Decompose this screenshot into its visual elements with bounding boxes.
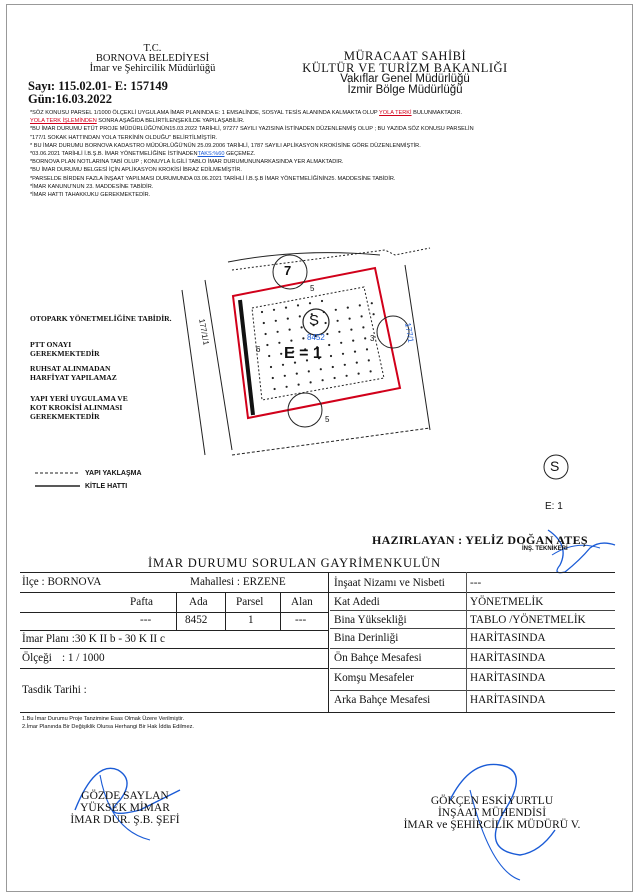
legend-symbol-e: E: 1 xyxy=(545,501,563,512)
map-dot xyxy=(326,333,328,335)
map-dot xyxy=(272,377,274,379)
street-line-right xyxy=(205,280,232,450)
map-dot xyxy=(289,329,291,331)
yapi-line1: YAPI YERİ UYGULAMA VE xyxy=(30,394,128,403)
signer-left-role: İMAR DUR. Ş.B. ŞEFİ xyxy=(70,814,180,826)
map-dot xyxy=(270,366,272,368)
signer-left-name: GÖZDE SAYLAN xyxy=(81,790,169,802)
signer-right-name: GÖKÇEN ESKİYURTLU xyxy=(430,795,554,807)
map-dot xyxy=(320,368,322,370)
map-dot xyxy=(368,359,370,361)
legend-mass-label: KİTLE HATTI xyxy=(85,483,128,490)
map-dot xyxy=(263,322,265,324)
applicant-line2: İzmir Bölge Müdürlüğü xyxy=(347,84,463,96)
map-dot xyxy=(296,373,298,375)
map-dot xyxy=(366,348,368,350)
map-dot xyxy=(309,302,311,304)
parsel-value: 1 xyxy=(248,614,254,626)
col-header-pafta: Pafta xyxy=(130,596,153,608)
ruhsat-line1: RUHSAT ALINMADAN xyxy=(30,364,111,373)
map-dot xyxy=(266,344,268,346)
table-row-border xyxy=(20,630,328,631)
map-dot xyxy=(349,318,351,320)
table-row-border xyxy=(330,668,615,669)
building-zone xyxy=(252,287,384,400)
table-row-border xyxy=(20,592,615,593)
map-dot xyxy=(268,355,270,357)
tc-label: T.C. xyxy=(143,43,162,54)
ilce-value: İlçe : BORNOVA xyxy=(22,576,102,588)
col-header-ada: Ada xyxy=(189,596,208,608)
note-line: *BU İMAR DURUMU ETÜT PROJE MÜDÜRLÜĞÜ'NÜN15.03.2022 TARİHLİ, 97277 SAYILI YAZISINA İSTİNADEN DÜZENLENMİŞ OLUP ; BU YAZIDA SÖZ KONUSU PARSELİN xyxy=(30,126,474,133)
tasdik-tarihi: Tasdik Tarihi : xyxy=(22,684,87,696)
row-label: Kat Adedi xyxy=(334,596,380,608)
yapi-line3: GEREKMEKTEDİR xyxy=(30,412,100,421)
map-dot xyxy=(338,331,340,333)
map-dot xyxy=(275,320,277,322)
row-label: Bina Yüksekliği xyxy=(334,614,407,626)
issue-date: Gün:16.03.2022 xyxy=(28,92,113,106)
map-dot xyxy=(350,329,352,331)
map-dot xyxy=(280,353,282,355)
table-title: İMAR DURUMU SORULAN GAYRİMENKULÜN xyxy=(148,556,441,570)
table-row-border xyxy=(330,610,615,611)
note-line: *PARSELDE BİRDEN FAZLA İNŞAAT YAPILMASI DURUMUNDA 03.06.2021 TARİHLİ İ.B.Ş.B İMAR YÖNETMELİĞİNİN25. MADDESİNE TABİDİR. xyxy=(30,175,396,182)
row-label: İnşaat Nizamı ve Nisbeti xyxy=(334,577,445,589)
row-value: --- xyxy=(470,577,482,589)
table-row-border xyxy=(20,648,328,649)
map-dot xyxy=(364,337,366,339)
table-row-border xyxy=(20,612,328,613)
map-dot xyxy=(330,355,332,357)
imar-plani-value: İmar Planı :30 K II b - 30 K II c xyxy=(22,633,165,645)
olcegi-label: Ölçeği xyxy=(22,652,52,664)
alan-value: --- xyxy=(295,614,307,626)
south-boundary xyxy=(232,428,430,455)
row-value: HARİTASINDA xyxy=(470,694,546,706)
footnotes xyxy=(22,715,194,731)
setback-3-east: 3 xyxy=(370,334,375,343)
table-bottom-border xyxy=(20,712,615,713)
ruhsat-line2: HARFİYAT YAPILAMAZ xyxy=(30,373,117,382)
map-dot xyxy=(370,370,372,372)
municipality-name: BORNOVA BELEDİYESİ xyxy=(95,53,210,64)
map-dot xyxy=(261,311,263,313)
map-dot xyxy=(334,377,336,379)
map-dot xyxy=(332,366,334,368)
note-line: *İMAR KANUNU'NUN 23. MADDESİNE TABİDİR. xyxy=(30,183,154,190)
signer-right-role: İMAR ve ŞEHİRCİLİK MÜDÜRÜ V. xyxy=(403,819,581,831)
north-boundary xyxy=(232,248,430,270)
signature-right xyxy=(372,795,612,831)
map-dot xyxy=(325,322,327,324)
table-row-border xyxy=(330,628,615,629)
pafta-value: --- xyxy=(140,614,152,626)
street-label-177-1: 177/1 xyxy=(403,322,416,344)
setback-5-south: 5 xyxy=(325,415,330,424)
prepared-title: İNŞ. TEKNİKERİ xyxy=(522,546,568,552)
ptt-line1: PTT ONAYI xyxy=(30,340,72,349)
east-boundary xyxy=(405,265,430,430)
row-label: Komşu Mesafeler xyxy=(334,672,414,684)
map-dot xyxy=(362,326,364,328)
yapi-line2: KOT KROKİSİ ALINMASI xyxy=(30,403,123,412)
note-line: "177/1 SOKAK HATTINDAN YOLA TERKİNİN OLDUĞU" BELİRTİLMİŞTİR. xyxy=(30,134,218,141)
map-dot xyxy=(321,300,323,302)
map-dot xyxy=(342,353,344,355)
map-dot xyxy=(373,313,375,315)
street-line-left xyxy=(182,290,205,455)
map-dot xyxy=(290,340,292,342)
table-value-divider xyxy=(466,572,467,712)
table-row-border xyxy=(330,648,615,649)
zone-label-e: E = 1 xyxy=(284,345,322,362)
table-row-border xyxy=(330,690,615,691)
row-label: Ön Bahçe Mesafesi xyxy=(334,652,422,664)
row-value: HARİTASINDA xyxy=(470,632,546,644)
map-dot xyxy=(322,379,324,381)
row-label: Bina Derinliği xyxy=(334,632,399,644)
map-dot xyxy=(371,302,373,304)
row-value: YÖNETMELİK xyxy=(470,596,544,608)
map-dot xyxy=(299,315,301,317)
map-dot xyxy=(352,340,354,342)
map-dot xyxy=(335,309,337,311)
reference-number: Sayı: 115.02.01- E: 157149 xyxy=(28,79,168,93)
map-dot xyxy=(297,304,299,306)
map-dot xyxy=(358,373,360,375)
map-dot xyxy=(282,364,284,366)
setback-5-north: 5 xyxy=(310,284,315,293)
directorate-name: İmar ve Şehircilik Müdürlüğü xyxy=(89,63,216,74)
signer-left-title: YÜKSEK MİMAR xyxy=(80,802,170,814)
footnote-1: 1.Bu İmar Durumu Proje Tanzimine Esas Olmak Üzere Verilmiştir. xyxy=(22,716,185,722)
setback-6-west: 6 xyxy=(256,345,261,354)
map-dot xyxy=(278,342,280,344)
map-dot xyxy=(310,381,312,383)
note-line: YOLA TERK İŞLEMİNDEN SONRA AŞAĞIDA BELİRTİLENŞEKİLDE YAPILAŞABİLİR. xyxy=(30,118,245,125)
mahalle-value: Mahallesi : ERZENE xyxy=(190,576,286,588)
table-row-border xyxy=(20,668,328,669)
applicant-ministry: KÜLTÜR VE TURİZM BAKANLIĞI xyxy=(302,61,508,75)
map-dot xyxy=(328,344,330,346)
table-col-divider xyxy=(280,592,281,630)
row-value: HARİTASINDA xyxy=(470,672,546,684)
signature-left xyxy=(50,790,200,826)
map-dot xyxy=(347,307,349,309)
map-dot xyxy=(284,375,286,377)
table-center-divider xyxy=(328,572,329,712)
map-dot xyxy=(274,388,276,390)
ptt-line2: GEREKMEKTEDİR xyxy=(30,349,100,358)
row-value: TABLO /YÖNETMELİK xyxy=(470,614,586,626)
legend-symbol-s: S xyxy=(550,458,560,474)
olcegi-value: : 1 / 1000 xyxy=(62,652,105,664)
note-line: *SÖZ KONUSU PARSEL 1/1000 ÖLÇEKLİ UYGULAMA İMAR PLANINDA E: 1 EMSALİNDE, SOSYAL TESİS ALANINDA KALMAKTA OLUP YOLA TERKİ BULUNMAKTADIR. xyxy=(30,110,463,116)
map-dot xyxy=(359,304,361,306)
map-dot xyxy=(302,337,304,339)
footnote-2: 2.İmar Planında Bir Değişiklik Olursa Herhangi Bir Hak İddia Edilmez. xyxy=(22,724,194,730)
map-dot xyxy=(285,307,287,309)
note-line: * BU İMAR DURUMU BORNOVA KADASTRO MÜDÜRLÜĞÜ'NÜN 25.09.2006 TARİHLİ, 1787 SAYILI APLİKASYON KROKİSİNE GÖRE DÜZENLENMİŞTİR. xyxy=(30,142,421,149)
map-dot xyxy=(337,320,339,322)
map-dot xyxy=(340,342,342,344)
parcel-outline xyxy=(233,268,400,418)
otopark-note: OTOPARK YÖNETMELİĞİNE TABİDİR. xyxy=(30,314,172,323)
table-col-divider xyxy=(225,592,226,630)
map-dot xyxy=(344,364,346,366)
map-dot xyxy=(301,326,303,328)
signer-right-title: İNŞAAT MÜHENDİSİ xyxy=(437,807,547,819)
map-dot xyxy=(308,370,310,372)
table-col-divider xyxy=(176,592,177,630)
map-dot xyxy=(356,362,358,364)
table-top-border xyxy=(20,572,615,573)
applicant-title: MÜRACAAT SAHİBİ xyxy=(343,49,467,63)
map-dot xyxy=(277,331,279,333)
prepared-by: HAZIRLAYAN : YELİZ DOĞAN ATEŞ xyxy=(372,533,588,547)
zone-number-7: 7 xyxy=(284,263,292,278)
legend-approach-label: YAPI YAKLAŞMA xyxy=(85,470,142,477)
map-dot xyxy=(354,351,356,353)
ada-value: 8452 xyxy=(185,614,208,626)
street-label-177-1-1: 177/1/1 xyxy=(197,318,211,346)
map-dot xyxy=(298,384,300,386)
col-header-parsel: Parsel xyxy=(236,596,264,608)
note-line: *BU İMAR DURUMU BELGESİ İÇİN APLİKASYON KROKİSİ İBRAZ EDİLMEMİŞTİR. xyxy=(30,167,242,174)
note-line: *03.06.2021 TARİHLİ İ.B.Ş.B. İMAR YÖNETMELİĞİNE İSTİNADENTAKS:%60 GEÇEMEZ. xyxy=(30,151,256,158)
note-line: *BORNOVA PLAN NOTLARINA TABİ OLUP ; KONUYLA İLGİLİ TABLO İMAR DURUMUNUNARKASINDA YER ALMAKTADIR. xyxy=(30,159,344,166)
zone-label-s: S xyxy=(309,312,320,329)
applicant-line1: Vakıflar Genel Müdürlüğü xyxy=(340,73,470,85)
map-dot xyxy=(265,333,267,335)
map-dot xyxy=(361,315,363,317)
row-label: Arka Bahçe Mesafesi xyxy=(334,694,431,706)
map-dot xyxy=(287,318,289,320)
row-value: HARİTASINDA xyxy=(470,652,546,664)
parcel-number: 8452 xyxy=(307,333,325,342)
map-dot xyxy=(273,309,275,311)
map-dot xyxy=(346,375,348,377)
col-header-alan: Alan xyxy=(291,596,313,608)
note-line: *İMAR HATTI TAHAKKUKU GEREKMEKTEDİR. xyxy=(30,192,151,199)
map-dot xyxy=(286,386,288,388)
